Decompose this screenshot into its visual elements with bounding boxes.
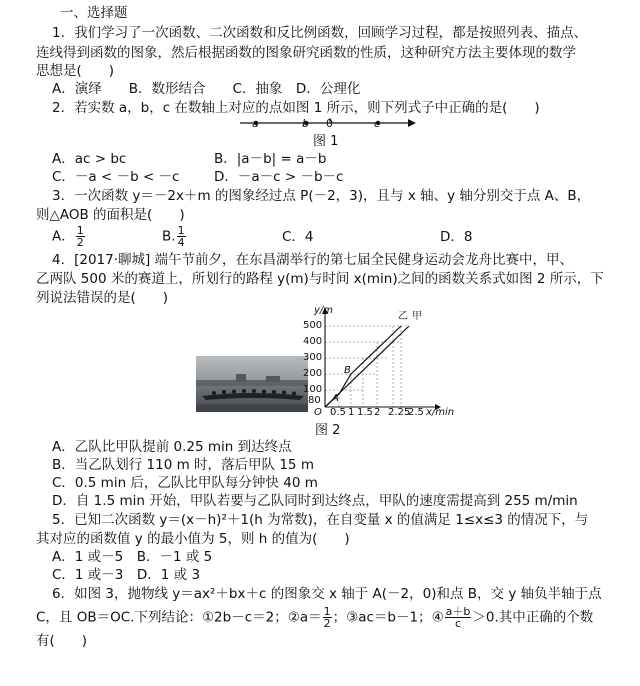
q3-optB-label: B.	[162, 228, 176, 245]
label-a: a	[252, 117, 259, 130]
q6-line2-mid: ；③ac＝b－1；④	[332, 609, 444, 626]
origin-label: O	[314, 407, 322, 418]
q5-line2: 其对应的函数值 y 的最小值为 5，则 h 的值为( )	[36, 531, 350, 547]
point-label-a: A	[332, 393, 339, 404]
y-tick-500: 500	[303, 320, 323, 331]
x-tick-2.25: 2.25	[388, 407, 411, 418]
q3-optA-fraction: $\frac{1}{2}$	[76, 224, 84, 249]
q2-optC: C．－a < －b < －c	[52, 169, 180, 185]
q1-line1: 1．我们学习了一次函数、二次函数和反比例函数，回顾学习过程，都是按照列表、描点、	[52, 25, 588, 41]
q5-opts2: C．1 或－3 D．1 或 3	[52, 567, 201, 583]
q6-line2	[36, 606, 593, 629]
q6-fraction-half: $\frac{1}{2}$	[323, 605, 331, 630]
q3-optD: D．8	[440, 229, 473, 245]
q2-optD: D．－a－c > －b－c	[214, 169, 344, 185]
q5-line1: 5．已知二次函数 y＝(x－h)²＋1(h 为常数)，在自变量 x 的值满足 1≤x≤3 的情况下，与	[52, 512, 589, 528]
series-label-yi: 乙	[398, 311, 408, 322]
q4-optC: C．0.5 min 后，乙队比甲队每分钟快 40 m	[52, 475, 318, 491]
label-0: 0	[326, 117, 333, 130]
q3-optA-label: A．	[52, 228, 75, 245]
y-tick-300: 300	[303, 352, 323, 363]
x-tick-2: 2	[374, 407, 381, 418]
point-label-b: B	[344, 365, 351, 376]
q3-optC: C．4	[282, 229, 314, 245]
figure1-caption: 图 1	[313, 134, 339, 149]
x-tick-0.5: 0.5	[330, 407, 346, 418]
q1-line3: 思想是( )	[36, 63, 115, 79]
q3-optA	[52, 225, 86, 248]
figure2-caption: 图 2	[315, 423, 341, 438]
section-title: 一、选择题	[60, 5, 128, 21]
q6-fraction-ab-c: $\frac{a+b}{c}$	[445, 605, 471, 630]
q2-optA: A．ac > bc	[52, 151, 127, 167]
x-tick-2.5: 2.5	[408, 407, 424, 418]
q4-optB: B．当乙队划行 110 m 时，落后甲队 15 m	[52, 457, 314, 473]
y-tick-80: 80	[308, 395, 321, 406]
q6-line3: 有( )	[36, 633, 88, 649]
x-tick-1: 1	[348, 407, 355, 418]
q4-line3: 列说法错误的是( )	[36, 290, 169, 306]
q4-optA: A．乙队比甲队提前 0.25 min 到达终点	[52, 439, 292, 455]
x-tick-1.5: 1.5	[357, 407, 373, 418]
q2-optB: B．|a－b| = a－b	[214, 151, 327, 167]
y-tick-400: 400	[303, 336, 323, 347]
q5-opts1: A．1 或－5 B．－1 或 5	[52, 549, 213, 565]
q3-line2: 则△AOB 的面积是( )	[36, 207, 185, 223]
q4-line2: 乙两队 500 米的赛道上，所划行的路程 y(m)与时间 x(min)之间的函数关系式如图 2 所示，下	[36, 271, 604, 287]
figure2-graph	[305, 306, 465, 420]
q4-optD: D．自 1.5 min 开始，甲队若要与乙队同时到达终点，甲队的速度需提高到 255 m/min	[52, 493, 578, 509]
dragon-boat-photo	[196, 356, 308, 412]
q1-options: A．演绎 B．数形结合 C．抽象 D．公理化	[52, 81, 361, 97]
q3-optB-fraction: $\frac{1}{4}$	[177, 224, 185, 249]
label-c: c	[374, 117, 381, 130]
q1-line2: 连线得到函数的图象，然后根据函数的图象研究函数的性质，这种研究方法主要体现的数学	[36, 45, 576, 61]
y-axis-label: y/m	[314, 305, 334, 316]
q6-line2-pre: C，且 OB＝OC.下列结论：①2b－c＝2；②a＝	[36, 609, 322, 626]
y-tick-100: 100	[303, 384, 323, 395]
q4-line1: 4．[2017·聊城] 端午节前夕，在东昌湖举行的第七届全民健身运动会龙舟比赛中，甲、	[52, 252, 574, 268]
q2-line1: 2．若实数 a，b，c 在数轴上对应的点如图 1 所示，则下列式子中正确的是( )	[52, 100, 540, 116]
q3-line1: 3．一次函数 y＝－2x＋m 的图象经过点 P(－2，3)，且与 x 轴、y 轴分别交于点 A、B，	[52, 188, 591, 204]
x-axis-label: x/min	[426, 407, 455, 418]
q3-optB	[162, 225, 187, 248]
label-b: b	[302, 117, 309, 130]
y-tick-200: 200	[303, 368, 323, 379]
q6-line1: 6．如图 3，抛物线 y＝ax²＋bx＋c 的图象交 x 轴于 A(－2，0)和点 B，交 y 轴负半轴于点	[52, 586, 602, 602]
series-label-jia: 甲	[412, 311, 422, 322]
q6-line2-post: ＞0.其中正确的个数	[472, 609, 594, 626]
